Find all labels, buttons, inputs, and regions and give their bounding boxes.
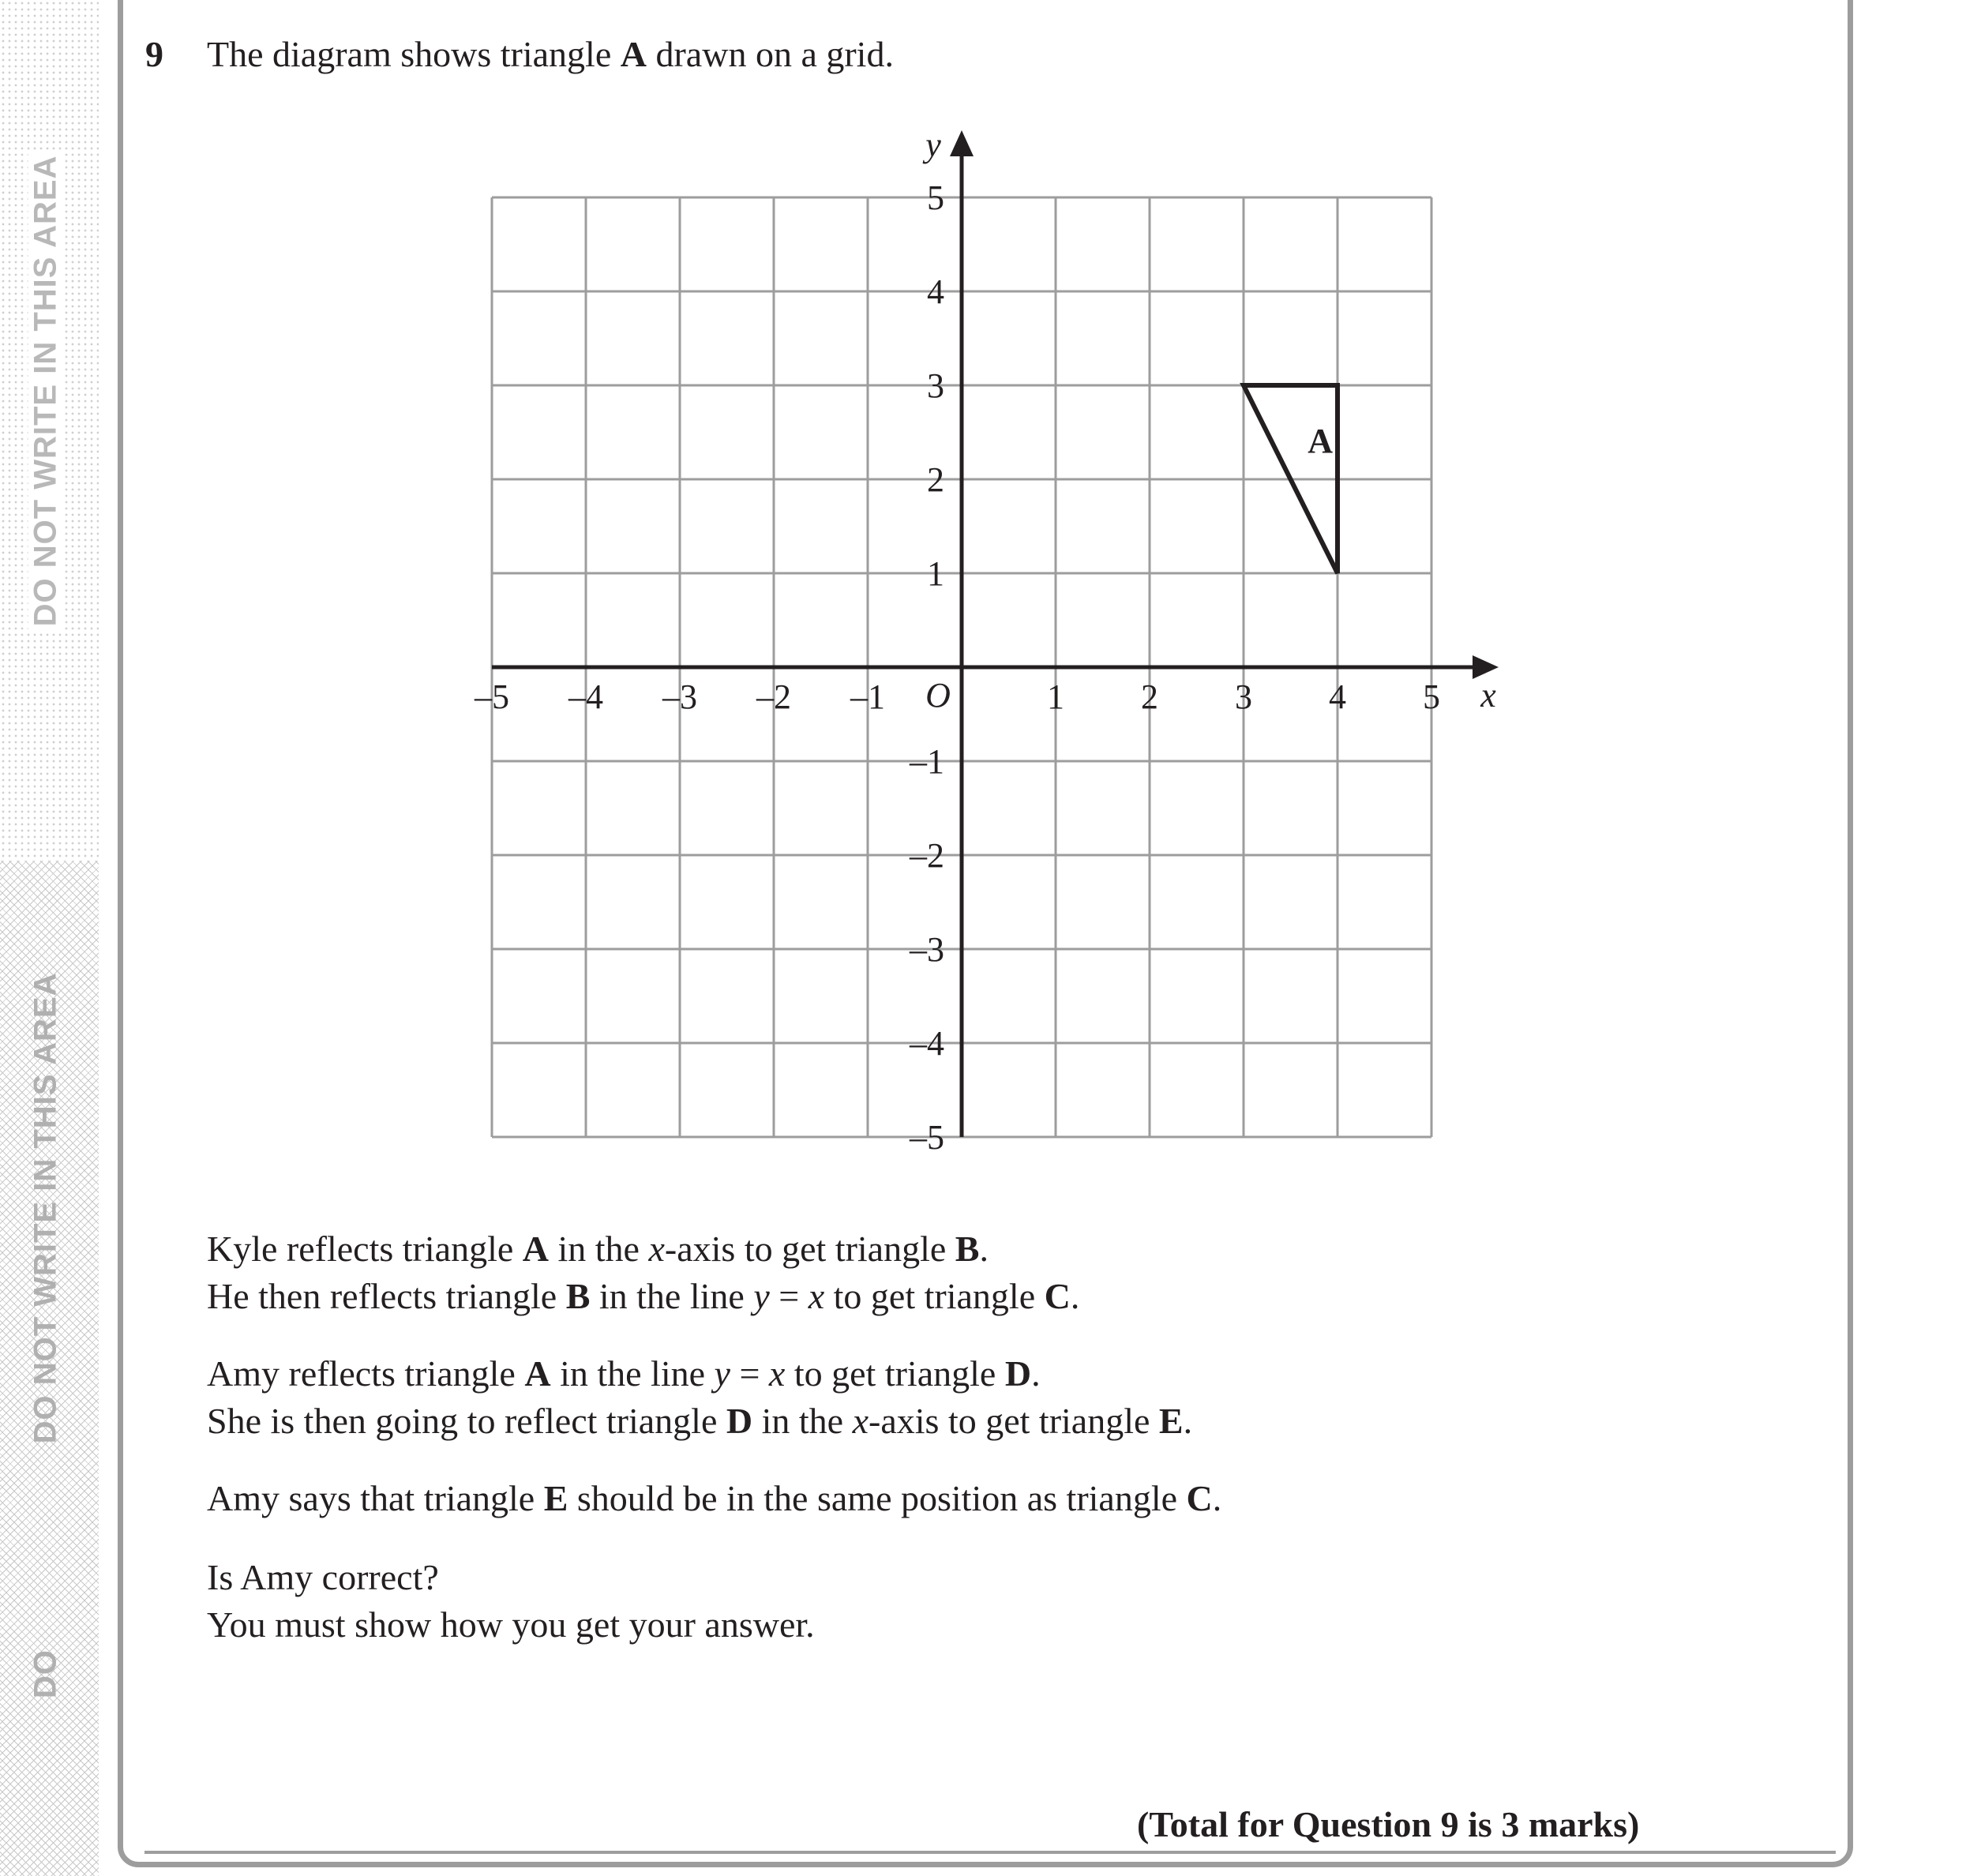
amy-line-2: She is then going to reflect triangle D in the x-axis to get triangle E. <box>207 1401 1193 1441</box>
x-tick-label: 1 <box>1047 677 1064 716</box>
axes <box>492 130 1499 1137</box>
margin-warning: DO NOT WRITE IN THIS AREA <box>28 972 63 1444</box>
y-tick-label: –2 <box>910 836 944 875</box>
kyle-line-2: He then reflects triangle B in the line y = x to get triangle C. <box>207 1276 1080 1316</box>
kyle-paragraph <box>207 1225 1079 1320</box>
x-tick-label: –1 <box>850 677 885 716</box>
ask-line-2: You must show how you get your answer. <box>207 1604 815 1645</box>
origin-label: O <box>925 676 951 715</box>
margin-warning: DO <box>28 1649 63 1698</box>
y-tick-label: –3 <box>910 930 944 969</box>
y-tick-label: 1 <box>927 554 944 593</box>
triangle-a-label: A <box>1308 421 1334 460</box>
margin-warning: DO NOT WRITE IN THIS AREA <box>28 151 64 632</box>
x-tick-label: 5 <box>1423 677 1440 716</box>
y-tick-label: –4 <box>910 1024 944 1063</box>
amy-line-1: Amy reflects triangle A in the line y = x to get triangle D. <box>207 1353 1041 1394</box>
question-intro: The diagram shows triangle A drawn on a grid. <box>207 34 894 74</box>
x-tick-label: 2 <box>1141 677 1158 716</box>
ask-paragraph <box>207 1554 815 1649</box>
y-tick-label: 3 <box>927 366 944 405</box>
x-tick-label: –2 <box>756 677 791 716</box>
x-axis-label: x <box>1480 676 1496 715</box>
x-tick-label: 3 <box>1235 677 1252 716</box>
x-tick-label: –5 <box>475 677 509 716</box>
kyle-line-1: Kyle reflects triangle A in the x-axis to get triangle B. <box>207 1229 989 1269</box>
y-tick-label: –1 <box>910 742 944 781</box>
y-tick-label: 4 <box>927 272 944 311</box>
y-tick-label: 5 <box>927 178 944 217</box>
total-marks: (Total for Question 9 is 3 marks) <box>1137 1804 1640 1844</box>
claim-paragraph: Amy says that triangle E should be in the same position as triangle C. <box>207 1478 1222 1518</box>
x-tick-label: –4 <box>568 677 603 716</box>
ask-line-1: Is Amy correct? <box>207 1557 439 1597</box>
tick-labels <box>474 126 1496 1157</box>
x-tick-label: –3 <box>662 677 697 716</box>
y-axis-arrow <box>950 130 974 156</box>
y-axis-label: y <box>925 126 941 164</box>
amy-paragraph <box>207 1350 1192 1445</box>
bottom-rule <box>144 1851 1836 1854</box>
x-tick-label: 4 <box>1329 677 1346 716</box>
y-tick-label: 2 <box>927 460 944 499</box>
y-tick-label: –5 <box>910 1118 944 1157</box>
question-number: 9 <box>145 34 163 74</box>
